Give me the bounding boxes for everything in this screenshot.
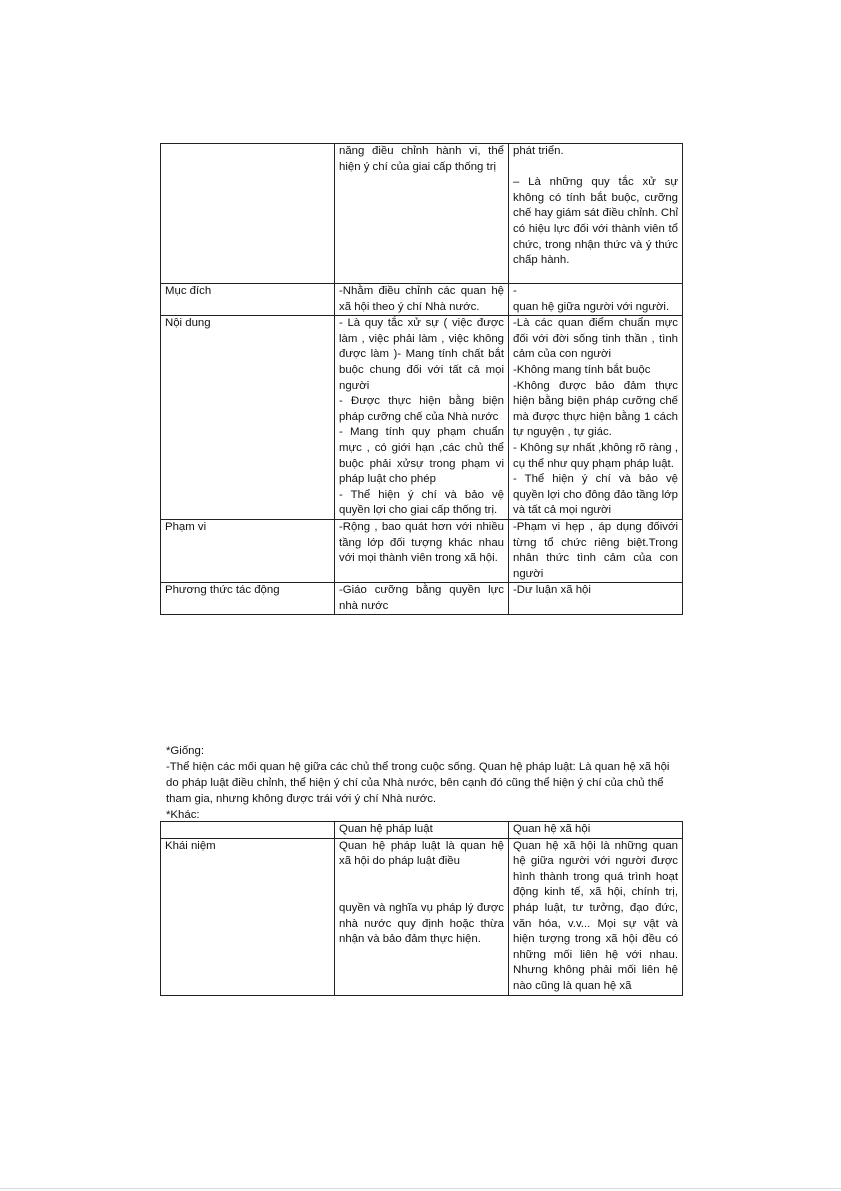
cell-paragraph: – Là những quy tắc xử sự không có tính bắt buộc, cưỡng chế hay giám sát điều chỉnh. Chỉ có hiệu lực đối với thành viên tổ chức, trong nhận thức và ý thức chấp hành. xyxy=(513,176,678,267)
table-row xyxy=(161,144,683,284)
cell-paragraph: -Nhằm điều chỉnh các quan hệ xã hội theo ý chí Nhà nước. xyxy=(339,285,504,313)
cell-paragraph: -Không được bảo đảm thực hiện bằng biện pháp cưỡng chế mà được thực hiện bằng 1 cách tự nguyện , tự giác. xyxy=(513,379,678,439)
row-label-cell: Khái niệm xyxy=(161,838,335,995)
table-row xyxy=(161,583,683,615)
cell-paragraph: - xyxy=(513,285,517,297)
law-cell xyxy=(335,519,509,582)
header-cell: Quan hệ pháp luật xyxy=(335,822,509,839)
law-cell xyxy=(335,284,509,316)
social-cell xyxy=(509,838,683,995)
social-cell xyxy=(509,284,683,316)
cell-paragraph: -Rộng , bao quát hơn với nhiều tầng lớp đối tượng khác nhau với mọi thành viên trong xã hội. xyxy=(339,520,504,565)
same-paragraph: -Thể hiện các mối quan hệ giữa các chủ thể trong cuộc sống. Quan hệ pháp luật: Là quan hệ xã hội do pháp luật điều chỉnh, thể hiện ý chí của Nhà nước, bên cạnh đó cũng thể hiện ý chí của chủ thể tham gia, nhưng không được trái với ý chí Nhà nước. xyxy=(166,761,670,805)
social-cell xyxy=(509,316,683,520)
social-cell xyxy=(509,144,683,284)
header-cell xyxy=(161,822,335,839)
cell-paragraph: -Phạm vi hẹp , áp dụng đốivới từng tổ chức riêng biệt.Trong nhân thức tình cảm của con người xyxy=(513,520,678,580)
cell-paragraph: Quan hệ xã hội là những quan hệ giữa người với người được hình thành trong quá trình hoạt động kinh tế, xã hội, chính trị, pháp luật, tư tưởng, đạo đức, văn hóa, v.v... Mọi sự vật và hiện tượng trong xã hội đều có những mối liên hệ với nhau. Nhưng không phải mối liên hệ nào cũng là quan hệ xã xyxy=(513,839,678,992)
law-cell xyxy=(335,316,509,520)
header-cell: Quan hệ xã hội xyxy=(509,822,683,839)
cell-paragraph: năng điều chỉnh hành vi, thể hiện ý chí của giai cấp thống trị xyxy=(339,145,504,173)
row-label-cell: Nội dung xyxy=(161,316,335,520)
comparison-table-bottom xyxy=(160,821,683,996)
table-row xyxy=(161,284,683,316)
law-cell xyxy=(335,144,509,284)
cell-paragraph: -Giáo cưỡng bằng quyền lực nhà nước xyxy=(339,584,504,612)
cell-paragraph: -Dư luận xã hội xyxy=(513,584,591,597)
cell-paragraph: -Là các quan điểm chuẩn mực đối với đời sống tinh thần , tình cảm của con người xyxy=(513,317,678,361)
cell-paragraph: - Là quy tắc xử sự ( việc được làm , việc phải làm , việc không được làm )- Mang tính chất bắt buộc chung đối với tất cả mọi người xyxy=(339,317,504,392)
row-label-cell xyxy=(161,144,335,284)
table-header-row xyxy=(161,822,683,839)
cell-paragraph xyxy=(513,160,678,176)
cell-paragraph: - Thể hiện ý chí và bảo vệ quyền lợi cho giai cấp thống trị. xyxy=(339,488,504,517)
row-label-cell: Phạm vi xyxy=(161,519,335,582)
cell-paragraph: quyền và nghĩa vụ pháp lý được nhà nước quy định hoặc thừa nhận và bảo đảm thực hiện. xyxy=(339,901,504,946)
same-heading: *Giống: xyxy=(166,745,204,757)
law-cell xyxy=(335,838,509,995)
cell-paragraph: - Được thực hiện bằng biện pháp cưỡng chế của Nhà nước xyxy=(339,395,504,423)
comparison-table-top xyxy=(160,143,683,615)
cell-paragraph: -Không mang tính bắt buộc xyxy=(513,363,651,376)
cell-paragraph: - Mang tính quy phạm chuẩn mực , có giới hạn ,các chủ thể buộc phải xửsự trong phạm vi pháp luật cho phép xyxy=(339,426,504,486)
cell-paragraph: phát triển. xyxy=(513,145,564,157)
diff-heading: *Khác: xyxy=(166,809,200,821)
social-cell xyxy=(509,519,683,582)
cell-paragraph: quan hệ giữa người với người. xyxy=(513,300,670,313)
table-row xyxy=(161,316,683,520)
row-label-cell: Mục đích xyxy=(161,284,335,316)
page-edge-divider xyxy=(0,1188,841,1189)
table-row xyxy=(161,838,683,995)
social-cell xyxy=(509,583,683,615)
cell-paragraph: Quan hệ pháp luật là quan hệ xã hội do pháp luật điều xyxy=(339,839,504,868)
law-cell xyxy=(335,583,509,615)
cell-paragraph: - Thể hiện ý chí và bảo vệ quyền lợi cho đông đảo tầng lớp và tất cả mọi người xyxy=(513,473,678,517)
table-row xyxy=(161,519,683,582)
row-label-cell: Phương thức tác động xyxy=(161,583,335,615)
cell-paragraph: - Không sự nhất ,không rõ ràng , cụ thể như quy phạm pháp luật. xyxy=(513,441,678,470)
